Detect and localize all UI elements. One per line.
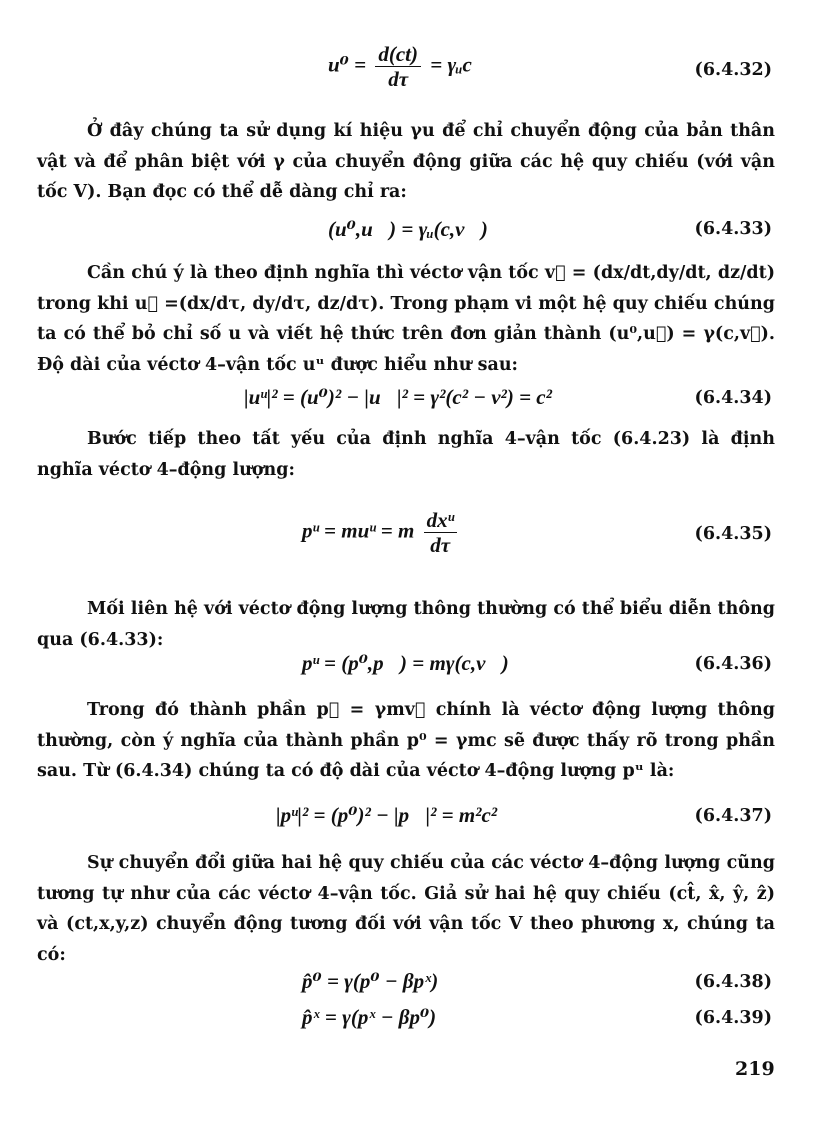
equation-lhs: u⁰ = xyxy=(328,52,367,77)
equation-number: (6.4.36) xyxy=(694,654,772,674)
equation-6-4-34 xyxy=(0,384,816,424)
equation-body xyxy=(302,508,461,557)
equation-6-4-35 xyxy=(0,508,816,557)
paragraph-6: Sự chuyển đổi giữa hai hệ quy chiếu của các véctơ 4–động lượng cũng tương tự như của các véctơ 4–vận tốc. Giả sử hai hệ quy chiếu (ct̂, x̂, ŷ, ẑ) và (ct,x,y,z) chuyển động tương đối với vận tốc V theo phương x, chúng ta có: xyxy=(37,853,775,965)
paragraph-2: Cần chú ý là theo định nghĩa thì véctơ vận tốc v⃗ = (dx/dt,dy/dt, dz/dt) trong khi u⃗ =(dx/dτ, dy/dτ, dz/dτ). Trong phạm vi một hệ quy chiếu chúng ta có thể bỏ chỉ số u và viết hệ thức trên đơn giản thành (u⁰,u⃗) = γ(c,v⃗). Độ dài của véctơ 4–vận tốc uᵘ được hiểu như sau: xyxy=(37,263,775,375)
paragraph-4: Mối liên hệ với véctơ động lượng thông thường có thể biểu diễn thông qua (6.4.33): xyxy=(37,599,775,650)
equation-number: (6.4.33) xyxy=(694,219,772,239)
equation-6-4-32 xyxy=(0,42,816,91)
equation-6-4-37 xyxy=(0,802,816,842)
equation-number: (6.4.39) xyxy=(694,1008,772,1028)
fraction xyxy=(375,42,421,91)
equation-body: (u⁰,u⃗) = γᵤ(c,v⃗) xyxy=(328,217,488,241)
equation-number: (6.4.34) xyxy=(694,388,772,408)
equation-number: (6.4.37) xyxy=(694,806,772,826)
equation-number: (6.4.38) xyxy=(694,972,772,992)
equation-body: |pᵘ|² = (p⁰)² − |p⃗|² = m²c² xyxy=(276,803,498,827)
equation-body: p̂ˣ = γ(pˣ − βp⁰) xyxy=(302,1005,437,1029)
paragraph-1: Ở đây chúng ta sử dụng kí hiệu γu để chỉ chuyển động của bản thân vật và để phân biệt với γ của chuyển động giữa các hệ quy chiếu (với vận tốc V). Bạn đọc có thể dễ dàng chỉ ra: xyxy=(37,121,775,202)
equation-body: p̂⁰ = γ(p⁰ − βpˣ) xyxy=(302,969,439,993)
equation-number: (6.4.35) xyxy=(694,524,772,544)
equation-lhs: pᵘ = muᵘ = m xyxy=(302,518,415,543)
fraction xyxy=(424,508,457,557)
equation-6-4-33 xyxy=(0,214,816,254)
paragraph-3: Bước tiếp theo tất yếu của định nghĩa 4–vận tốc (6.4.23) là định nghĩa véctơ 4–động lượng: xyxy=(37,429,775,480)
equation-body xyxy=(328,42,472,91)
equation-body: |uᵘ|² = (u⁰)² − |u⃗|² = γ²(c² − v²) = c² xyxy=(244,385,552,409)
page-number: 219 xyxy=(735,1058,775,1080)
fraction-denominator: dτ xyxy=(388,67,409,91)
equation-rhs: = γᵤc xyxy=(430,52,472,77)
fraction-numerator: dxᵘ xyxy=(424,508,457,533)
equation-body: pᵘ = (p⁰,p⃗) = mγ(c,v⃗) xyxy=(302,651,509,675)
fraction-numerator: d(ct) xyxy=(375,42,421,67)
equation-number: (6.4.32) xyxy=(694,60,772,80)
paragraph-5: Trong đó thành phần p⃗ = γmv⃗ chính là véctơ động lượng thông thường, còn ý nghĩa của thành phần p⁰ = γmc sẽ được thấy rõ trong phần sau. Từ (6.4.34) chúng ta có độ dài của véctơ 4–động lượng pᵘ là: xyxy=(37,700,775,781)
equation-6-4-36 xyxy=(0,650,816,690)
fraction-denominator: dτ xyxy=(430,533,451,557)
equation-6-4-39 xyxy=(0,1006,816,1046)
